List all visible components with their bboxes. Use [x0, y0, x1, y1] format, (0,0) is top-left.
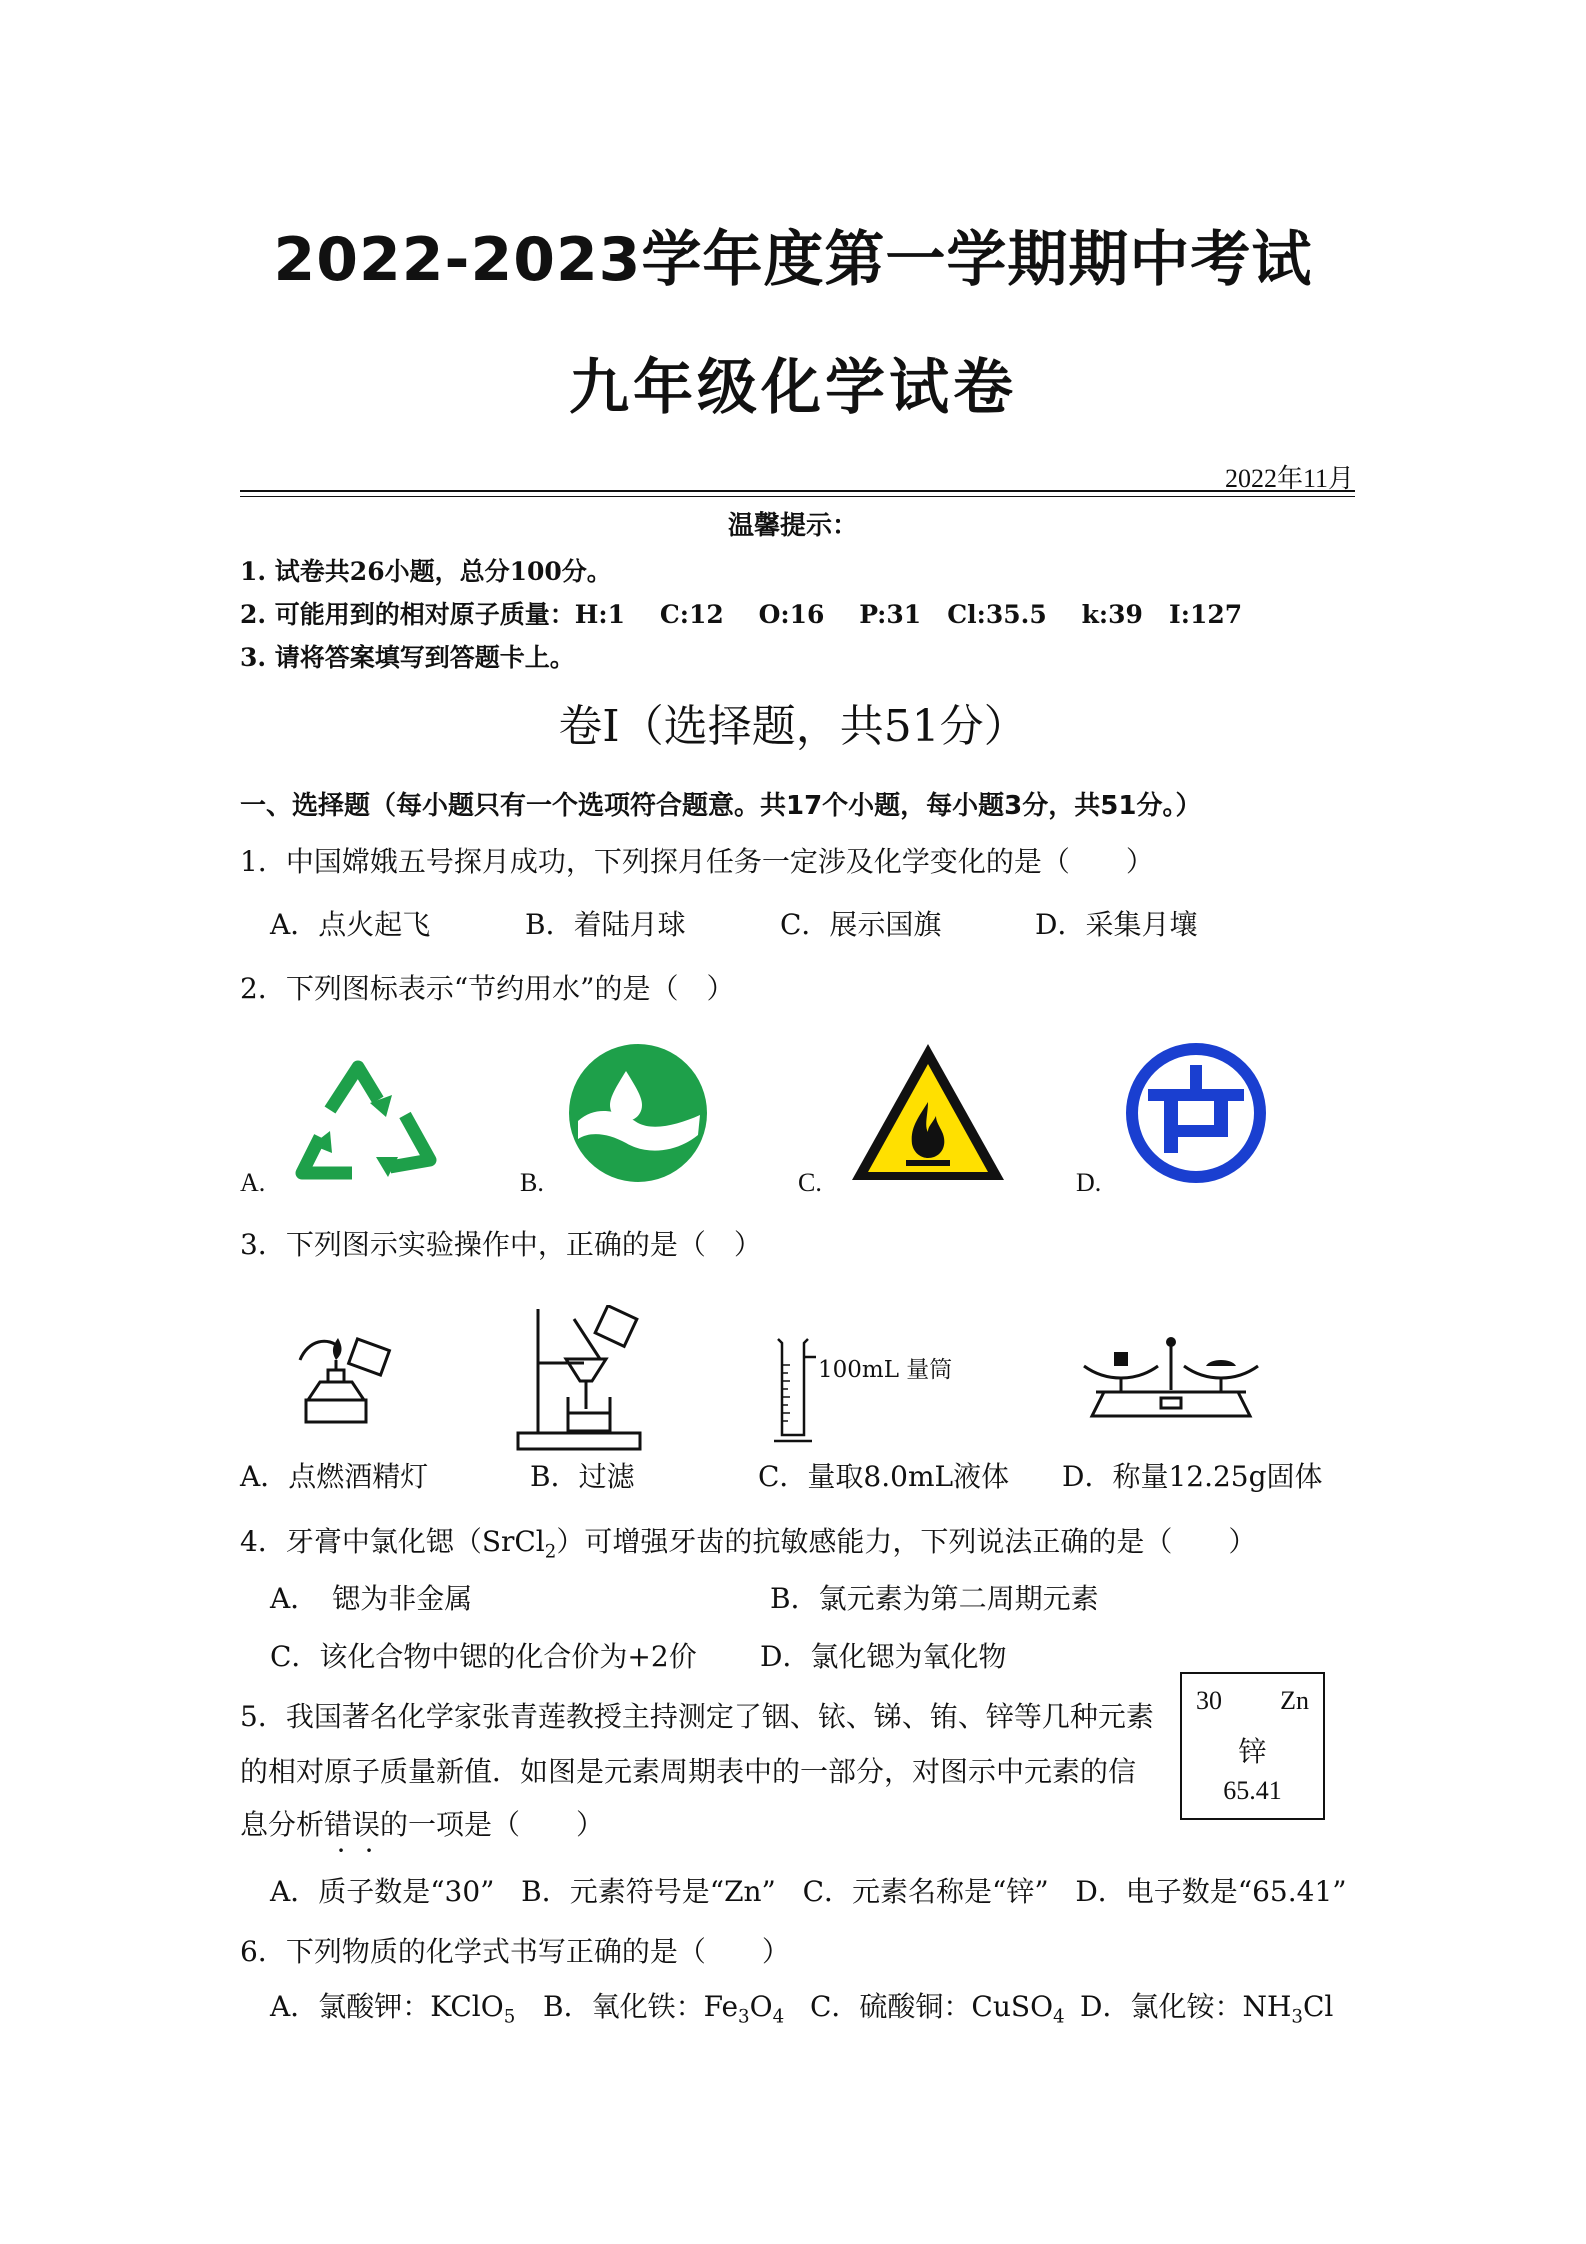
blue-emblem-icon	[1126, 1043, 1266, 1183]
q3-stem: 3．下列图示实验操作中，正确的是（ ）	[240, 1228, 762, 1261]
element-mass: 65.41	[1223, 1776, 1282, 1805]
q6-option-b	[543, 1985, 784, 2028]
q2-option-d-label: D.	[1076, 1168, 1102, 1197]
part-one-heading: 一、选择题（每小题只有一个选项符合题意。共17个小题，每小题3分，共51分。）	[240, 791, 1202, 821]
graduated-cylinder-icon	[770, 1335, 820, 1447]
q6-a-text: A．氯酸钾：KClO	[270, 1990, 504, 2023]
q6-option-c	[810, 1985, 1065, 2028]
q6-d-post: Cl	[1302, 1990, 1334, 2023]
q4-stem	[240, 1520, 1256, 1563]
q4-stem-pre: 4．牙膏中氯化锶（SrCl	[240, 1525, 545, 1558]
q2-option-c-label: C.	[798, 1168, 822, 1197]
q5-line2: 的相对原子质量新值．如图是元素周期表中的一部分，对图示中元素的信	[240, 1755, 1137, 1788]
tip-line-2: 2. 可能用到的相对原子质量：H:1 C:12 O:16 P:31 Cl:35.5 k:39 I:127	[240, 600, 1243, 629]
q5-line1: 5．我国著名化学家张青莲教授主持测定了铟、铱、锑、铕、锌等几种元素	[240, 1700, 1154, 1733]
q5-line3-pre: 息分析	[240, 1808, 325, 1841]
tips-heading: 温馨提示：	[727, 511, 858, 541]
q6-b-sub2: 4	[772, 2006, 785, 2028]
q5-emphasis-1: 错	[324, 1808, 353, 1841]
q3-option-b: B．过滤	[530, 1460, 635, 1493]
q5-line3	[240, 1803, 604, 1843]
exam-date: 2022年11月	[1224, 464, 1354, 493]
exam-title-line1: 2022-2023学年度第一学期期中考试	[273, 225, 1313, 295]
element-card-zinc	[1180, 1672, 1325, 1820]
header-rule	[240, 490, 1355, 492]
q6-a-sub: 5	[503, 2006, 516, 2028]
q6-b-mid: O	[749, 1990, 773, 2023]
element-name: 锌	[1238, 1735, 1267, 1768]
q1-option-d: D．采集月壤	[1035, 908, 1198, 941]
section-title: 卷Ⅰ（选择题，共51分）	[558, 701, 1028, 752]
q6-stem: 6．下列物质的化学式书写正确的是（ ）	[240, 1935, 790, 1968]
q4-option-a: A． 锶为非金属	[270, 1582, 473, 1615]
q5-line3-post: 的一项是（ ）	[380, 1808, 605, 1841]
exam-title-line2: 九年级化学试卷	[569, 353, 1017, 423]
q4-option-b: B．氯元素为第二周期元素	[770, 1582, 1099, 1615]
q4-stem-post: ）可增强牙齿的抗敏感能力，下列说法正确的是（ ）	[556, 1525, 1257, 1558]
q6-c-sub: 4	[1053, 2006, 1065, 2028]
q6-option-a	[270, 1985, 515, 2028]
q4-option-c: C．该化合物中锶的化合价为+2价	[270, 1640, 697, 1673]
q1-option-a: A．点火起飞	[270, 908, 431, 941]
q6-option-d	[1080, 1985, 1333, 2028]
q6-c-text: C．硫酸铜：CuSO	[810, 1990, 1054, 2023]
q3-option-a: A．点燃酒精灯	[240, 1460, 429, 1493]
q6-b-sub1: 3	[738, 2006, 750, 2028]
water-saving-icon	[568, 1043, 708, 1183]
q2-option-a-label: A.	[240, 1168, 266, 1197]
element-symbol: Zn	[1280, 1686, 1309, 1715]
q3-option-d: D．称量12.25g固体	[1062, 1460, 1323, 1493]
q6-b-text: B．氧化铁：Fe	[543, 1990, 739, 2023]
flammable-warning-icon	[848, 1040, 1008, 1185]
q4-stem-sub: 2	[544, 1541, 557, 1563]
q5-options: A．质子数是“30” B．元素符号是“Zn” C．元素名称是“锌” D．电子数是“65.41”	[270, 1875, 1347, 1908]
cylinder-label: 100mL 量筒	[818, 1357, 953, 1383]
q3-option-c: C．量取8.0mL液体	[758, 1460, 1010, 1493]
q5-emphasis-2: 误	[352, 1808, 381, 1841]
q1-option-c: C．展示国旗	[780, 908, 942, 941]
filtration-apparatus-icon	[514, 1305, 644, 1453]
q4-option-d: D．氯化锶为氧化物	[760, 1640, 1007, 1673]
tip-line-1: 1. 试卷共26小题，总分100分。	[240, 557, 612, 586]
balance-scale-icon	[1076, 1332, 1266, 1432]
q2-option-b-label: B.	[520, 1168, 544, 1197]
q2-stem: 2．下列图标表示“节约用水”的是（ ）	[240, 972, 735, 1005]
q1-stem: 1．中国嫦娥五号探月成功，下列探月任务一定涉及化学变化的是（ ）	[240, 845, 1154, 878]
q6-d-text: D．氯化铵：NH	[1080, 1990, 1292, 2023]
alcohol-lamp-lighting-icon	[290, 1330, 400, 1430]
recycle-icon	[290, 1055, 440, 1190]
element-number: 30	[1196, 1686, 1222, 1715]
header-rule-thin	[240, 496, 1355, 497]
q1-option-b: B．着陆月球	[525, 908, 686, 941]
q6-d-sub: 3	[1291, 2006, 1303, 2028]
tip-line-3: 3. 请将答案填写到答题卡上。	[240, 643, 575, 672]
